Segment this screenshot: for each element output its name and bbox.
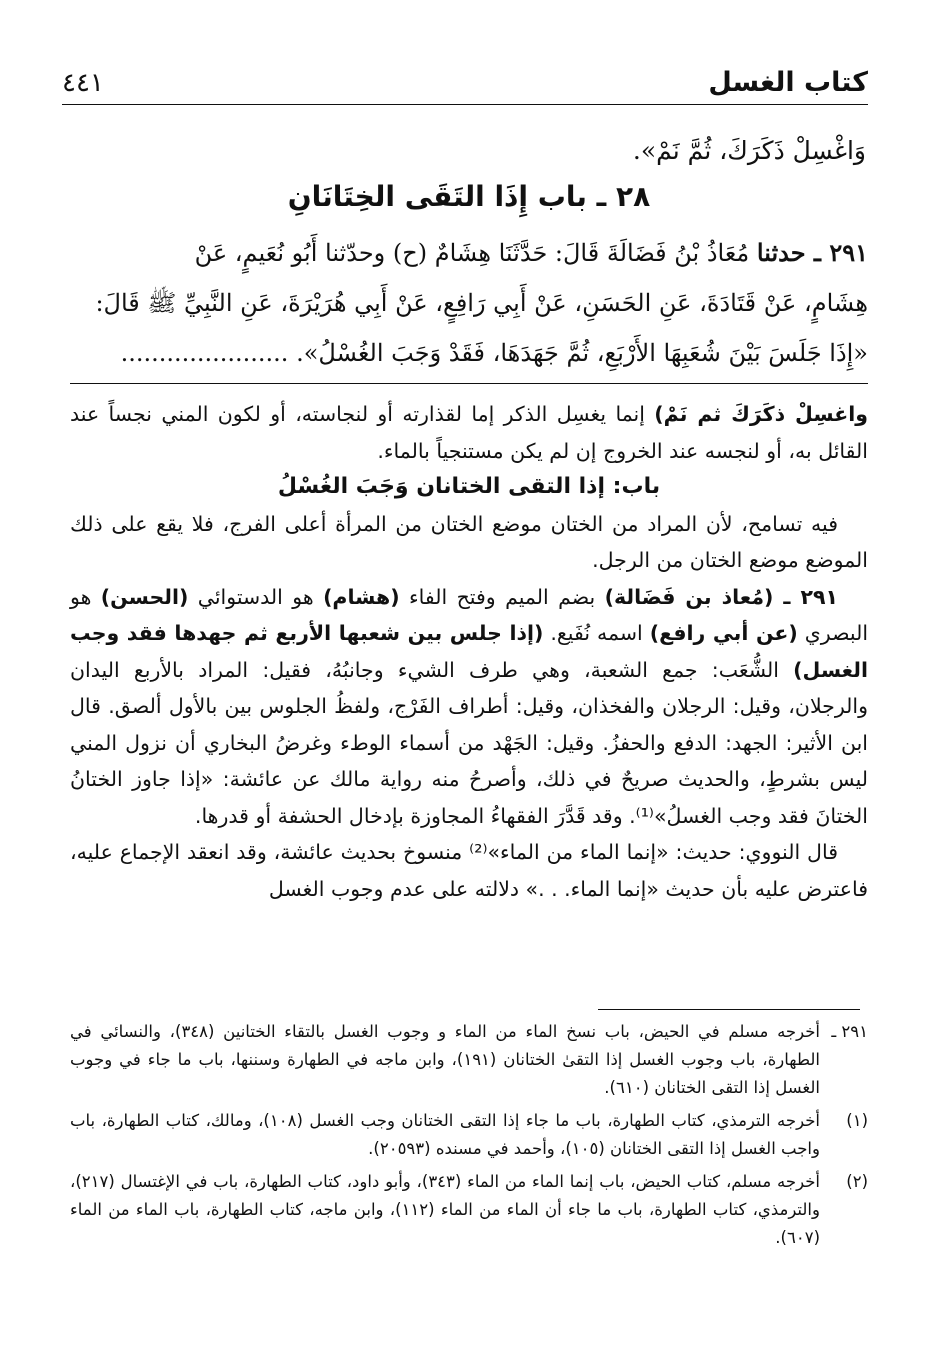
header-rule bbox=[62, 104, 868, 105]
commentary-paragraph-2: فيه تسامح، لأن المراد من الختان موضع الختان من المرأة أعلى الفرج، فلا يقع على ذلك الموضع موضع الختان من الرجل. bbox=[70, 511, 868, 572]
commentary-text-3a: بضم الميم وفتح الفاء bbox=[409, 584, 596, 609]
commentary-text-3d: اسمه نُفَيع. bbox=[550, 621, 643, 645]
footnote-marker: (٢) bbox=[846, 1172, 868, 1191]
chapter-heading: ٢٨ ـ باب إِذَا التَقَى الخِتَانَانِ bbox=[287, 180, 651, 213]
footnote-divider bbox=[598, 1009, 860, 1010]
commentary-text-3b: هو الدستوائي bbox=[197, 584, 314, 609]
footnote bbox=[70, 1168, 868, 1252]
commentary-paragraph-4: قال النووي: حديث: «إنما الماء من الماء»⁽²⁾ منسوخ بحديث عائشة، وقد انعقد الإجماع عليه، فاعترض عليه بأن حديث «إنما الماء. . .» دلالته على عدم وجوب الغسل bbox=[70, 840, 868, 901]
page-number: ٤٤١ bbox=[62, 68, 104, 98]
footnote-marker: (١) bbox=[846, 1111, 868, 1130]
hadith-line-2: هِشَامٍ، عَنْ قَتَادَةَ، عَنِ الحَسَنِ، عَنْ أَبِي رَافِعٍ، عَنْ أَبِي هُرَيْرَةَ، عَنِ النَّبِيِّ ﷺ قَالَ: bbox=[95, 289, 868, 317]
continuation-line: وَاغْسِلْ ذَكَرَكَ، ثُمَّ نَمْ». bbox=[632, 136, 866, 165]
commentary-text-3c: هو البصري bbox=[70, 584, 869, 645]
commentary-subheading: باب: إذا التقى الختانان وَجَبَ الغُسْلُ bbox=[277, 474, 661, 499]
footnote-text: أخرجه الترمذي، كتاب الطهارة، باب ما جاء إذا التقى الختانان وجب الغسل (١٠٨)، ومالك، كتاب الطهارة، باب واجب الغسل إذا التقى الختانان (١٠٥)، وأحمد في مسنده (٢٠٥٩٣). bbox=[70, 1111, 820, 1158]
commentary-text-1: إنما يغسِل الذكر إما لقذارته أو لنجاسته، أو لكون المني نجساً عند القائل به، أو لنجسه عند الخروج إن لم يكن مستنجياً بالماء. bbox=[70, 402, 868, 463]
commentary-lemma-abu-rafi: (عن أبي رافع) bbox=[649, 621, 798, 645]
hadith-line-3 bbox=[70, 328, 868, 378]
hadith-line-1 bbox=[70, 228, 868, 278]
commentary-lemma-1: واغسِلْ ذكَرَكَ ثم نَمْ) bbox=[654, 402, 868, 426]
hadith-dots: ...................... bbox=[120, 339, 289, 367]
commentary-paragraph-3 bbox=[70, 579, 868, 835]
page-header bbox=[62, 58, 868, 98]
running-title: كتاب الغسل bbox=[708, 67, 868, 98]
commentary-lemma-matn: (إذا جلس بين شعبها الأربع ثم جهدها فقد وجب الغسل) bbox=[70, 621, 868, 682]
footnote-text: أخرجه مسلم، كتاب الحيض، باب إنما الماء من الماء (٣٤٣)، وأبو داود، كتاب الطهارة، باب في الإغتسال (٢١٧)، والترمذي، كتاب الطهارة، باب ما جاء أن الماء من الماء (١١٢)، وابن ماجه، كتاب الطهارة، باب الماء من الماء (٦٠٧). bbox=[70, 1172, 820, 1247]
footnote-marker: ٢٩١ ـ bbox=[831, 1022, 868, 1041]
footnote-text: أخرجه مسلم في الحيض، باب نسخ الماء من الماء و وجوب الغسل بالتقاء الختانين (٣٤٨)، والنسائي في الطهارة، باب وجوب الغسل إذا التقىٰ الختانان (١٩١)، وابن ماجه في الطهارة وسننها، باب ما جاء في وجوب الغسل إذا التقى الختانان (٦١٠). bbox=[70, 1022, 820, 1097]
footnote bbox=[70, 1018, 868, 1102]
commentary-text-3e: الشُّعَب: جمع الشعبة، وهي طرف الشيء وجانبُهُ، فقيل: المراد بالأربع اليدان والرجلان، وقيل: الرجلان والفخذان، وقيل: أطراف الفَرْج، ولفظُ الجلوس بين بالأول ألصق. قال ابن الأثير: الجهد: الدفع والحفزُ. وقيل: الجَهْد من أسماء الوطء وغرضُ البخاري أن نزول المني ليس بشرطٍ، والحديث صريحٌ في ذلك، وأصرحُ منه رواية مالك عن عائشة: «إذا جاوز الختانُ الختانَ فقد وجب الغسلُ»⁽¹⁾. وقد قَدَّرَ الفقهاءُ المجاوزة بإدخال الحشفة أو قدرها. bbox=[70, 657, 868, 828]
hadith-line-3-text: «إِذَا جَلَسَ بَيْنَ شُعَبِهَا الأَرْبَعِ، ثُمَّ جَهَدَهَا، فَقَدْ وَجَبَ الغُسْلُ». bbox=[296, 339, 868, 367]
commentary bbox=[70, 396, 868, 907]
hadith-number: ٢٩١ ـ حدثنا bbox=[756, 238, 868, 267]
text-commentary-divider bbox=[70, 383, 868, 384]
hadith-line-1-text: مُعَاذُ بْنُ فَضَالَةَ قَالَ: حَدَّثَنَا هِشَامٌ (ح) وحدّثنا أَبُو نُعَيمٍ، عَنْ bbox=[194, 239, 750, 267]
hadith-text bbox=[70, 228, 868, 378]
commentary-paragraph-1 bbox=[70, 396, 868, 469]
footnote bbox=[70, 1107, 868, 1163]
commentary-lemma-hasan: (الحسن) bbox=[100, 584, 189, 609]
footnotes bbox=[70, 1018, 868, 1257]
commentary-lemma-hisham: (هشام) bbox=[323, 584, 400, 609]
commentary-lemma-narrator: ٢٩١ ـ (مُعاذ بن فَضَالة) bbox=[604, 584, 838, 609]
